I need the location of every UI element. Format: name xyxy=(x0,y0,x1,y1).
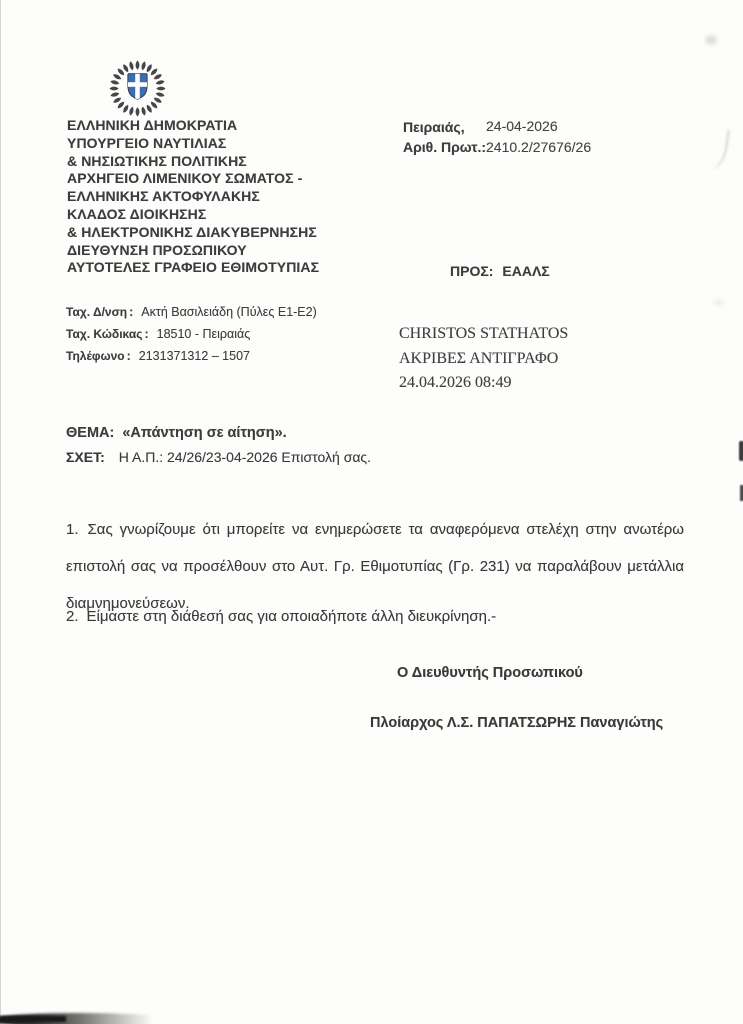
paragraph-text: Σας γνωρίζουμε ότι μπορείτε να ενημερώσετε τα αναφερόμενα στελέχη στην ανωτέρω επιστολή σας να προσέλθουν στο Αυτ. Γρ. Εθιμοτυπίας (Γρ. 231) να παραλάβουν μετάλλια διαμνημονεύσεων. xyxy=(66,521,684,612)
scan-artifact-top-right-squiggle xyxy=(698,126,730,171)
stamp-certified-copy: ΑΚΡΙΒΕΣ ΑΝΤΙΓΡΑΦΟ xyxy=(399,349,559,367)
scan-edge-line xyxy=(0,0,1,1024)
reference-label: ΣΧΕΤ: xyxy=(66,449,105,465)
subject-label: ΘΕΜΑ: xyxy=(66,425,115,441)
contact-label: Τηλέφωνο xyxy=(66,349,125,363)
body-paragraph-2 xyxy=(66,608,684,625)
greek-national-emblem-icon xyxy=(109,57,166,120)
agency-line: ΑΡΧΗΓΕΙΟ ΛΙΜΕΝΙΚΟΥ ΣΩΜΑΤΟΣ - xyxy=(67,170,303,187)
paragraph-text: Είμαστε στη διάθεσή σας για οποιαδήποτε άλλη διευκρίνηση.- xyxy=(86,608,497,625)
protocol-label: Αριθ. Πρωτ.: xyxy=(403,139,487,155)
contact-row-phone xyxy=(66,345,317,367)
agency-line: ΕΛΛΗΝΙΚΗΣ ΑΚΤΟΦΥΛΑΚΗΣ xyxy=(67,188,260,205)
contact-colon: : xyxy=(126,349,131,363)
scan-artifact-right-mark xyxy=(739,441,743,461)
agency-line: ΑΥΤΟΤΕΛΕΣ ΓΡΑΦΕΙΟ ΕΘΙΜΟΤΥΠΙΑΣ xyxy=(67,259,320,276)
contact-row-postcode xyxy=(66,323,317,345)
contact-value: Ακτή Βασιλειάδη (Πύλες Ε1-Ε2) xyxy=(141,305,317,319)
signature-title: Ο Διευθυντής Προσωπικού xyxy=(397,665,583,681)
contact-label: Ταχ. Κώδικας xyxy=(66,327,143,341)
scan-artifact-bottom-left xyxy=(0,1013,182,1024)
contact-colon: : xyxy=(144,327,149,341)
stamp-datetime: 24.04.2026 08:49 xyxy=(399,374,512,391)
paragraph-number: 2. xyxy=(66,608,79,625)
agency-line: & ΗΛΕΚΤΡΟΝΙΚΗΣ ΔΙΑΚΥΒΕΡΝΗΣΗΣ xyxy=(67,223,317,240)
contact-row-address xyxy=(66,301,317,323)
contact-value: 2131371312 – 1507 xyxy=(138,349,250,363)
body-paragraph-1 xyxy=(66,511,684,622)
stamp-signer-name: CHRISTOS STATHATOS xyxy=(399,325,569,342)
paragraph-number: 1. xyxy=(66,521,79,538)
protocol-number: 2410.2/27676/26 xyxy=(486,139,592,155)
signature-name: Πλοίαρχος Λ.Σ. ΠΑΠΑΤΣΩΡΗΣ Παναγιώτης xyxy=(370,715,664,731)
scan-artifact-top-right-smudge xyxy=(706,36,716,44)
scan-artifact-bottom-left-core xyxy=(0,1016,66,1022)
reference-line xyxy=(66,449,371,465)
scan-artifact-faint-smudge xyxy=(715,300,723,305)
reference-text: Η Α.Π.: 24/26/23-04-2026 Επιστολή σας. xyxy=(118,449,372,465)
contact-label: Ταχ. Δ/νση xyxy=(66,305,128,319)
contact-value: 18510 - Πειραιάς xyxy=(156,327,251,341)
letterhead-agency-block xyxy=(67,117,319,277)
place-label: Πειραιάς, xyxy=(403,119,465,135)
contact-colon: : xyxy=(129,305,134,319)
recipient-value: ΕΑΑΛΣ xyxy=(502,263,550,279)
recipient-label: ΠΡΟΣ: xyxy=(450,263,494,279)
subject-text: «Απάντηση σε αίτηση». xyxy=(122,425,287,441)
agency-line: ΕΛΛΗΝΙΚΗ ΔΗΜΟΚΡΑΤΙΑ xyxy=(67,117,238,133)
agency-line: ΥΠΟΥΡΓΕΙΟ ΝΑΥΤΙΛΙΑΣ xyxy=(67,134,227,151)
agency-line: ΚΛΑΔΟΣ ΔΙΟΙΚΗΣΗΣ xyxy=(67,205,207,222)
certification-stamp xyxy=(399,322,568,396)
document-date: 24-04-2026 xyxy=(486,118,558,134)
agency-line: ΔΙΕΥΘΥΝΣΗ ΠΡΟΣΩΠΙΚΟΥ xyxy=(67,241,247,258)
agency-line: & ΝΗΣΙΩΤΙΚΗΣ ΠΟΛΙΤΙΚΗΣ xyxy=(67,152,247,169)
subject-line xyxy=(66,425,287,441)
contact-details-block xyxy=(66,301,317,367)
recipient-line xyxy=(450,263,550,279)
